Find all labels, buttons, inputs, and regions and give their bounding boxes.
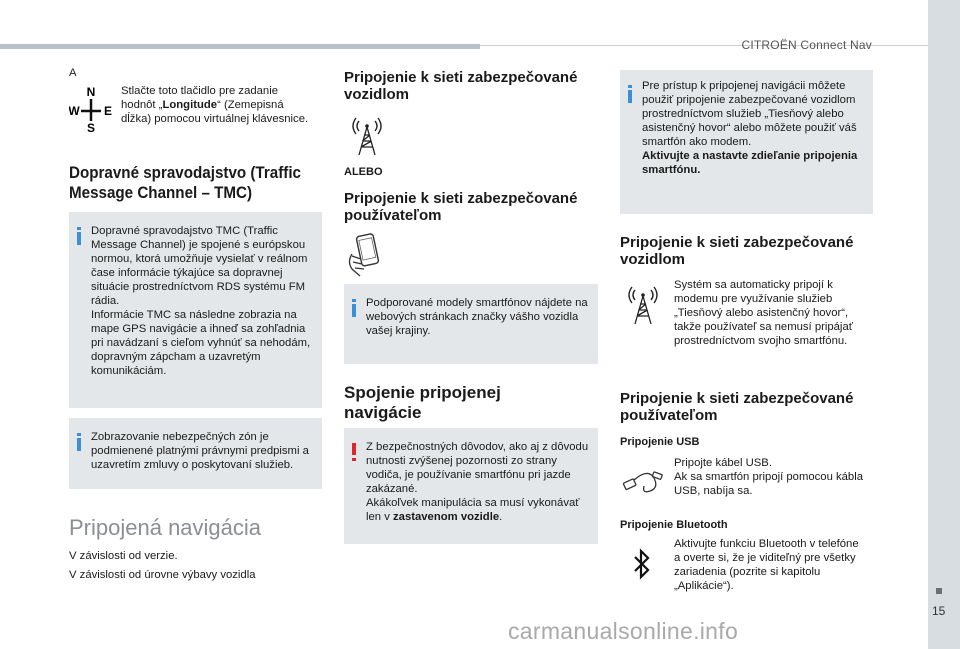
info-marker-icon: [77, 227, 81, 245]
page-marker: [936, 588, 942, 594]
usb-text: Pripojte kábel USB. Ak sa smartfón pripojí pomocou kábla USB, nabíja sa.: [674, 457, 864, 497]
equipment-note: V závislosti od úrovne výbavy vozidla: [69, 569, 256, 581]
page-side-strip: [928, 0, 960, 649]
access-info-box: [620, 70, 873, 214]
usb-label: Pripojenie USB: [620, 436, 700, 448]
compass-instruction: Stlačte toto tlačidlo pre zadanie hodnôt „Longitude“ (Zemepisná dĺžka) pomocou virtuálnej klávesnice.: [121, 85, 309, 125]
longitude-term: Longitude: [162, 99, 218, 111]
danger-zone-box: [69, 418, 322, 489]
page-number: 15: [932, 604, 946, 618]
brand-label: CITROËN Connect Nav: [741, 38, 872, 52]
compass-s: S: [86, 121, 96, 134]
antenna-icon: [626, 282, 660, 326]
smartphone-hand-icon: [344, 232, 384, 278]
warning-marker-icon: [352, 443, 356, 461]
usb-cable-icon: [622, 464, 666, 498]
antenna-icon: [350, 113, 384, 157]
danger-zone-text: Zobrazovanie nebezpečných zón je podmienené platnými právnymi predpismi a uzavretím zmluvy o poskytovaní služieb.: [91, 431, 309, 471]
bluetooth-text: Aktivujte funkciu Bluetooth v telefóne a overte si, že je viditeľný pre všetky zariadenia (pozrite si kapitolu „Aplikácie“).: [674, 538, 859, 592]
info-marker-icon: [628, 85, 632, 103]
compass-w: W: [69, 104, 80, 118]
user-connection-heading: Pripojenie k sieti zabezpečované používateľom: [344, 190, 578, 224]
compass-n: N: [86, 85, 96, 99]
connection-heading: Spojenie pripojenej navigácie: [344, 383, 501, 422]
safety-warning-text: Z bezpečnostných dôvodov, ako aj z dôvodu nutnosti zvýšenej pozornosti zo strany vodiča, je používanie smartfónu pri jazde zakázané. Akákoľvek manipulácia sa musí vykonávať len v zastavenom vozidle.: [366, 441, 589, 523]
or-label: ALEBO: [344, 166, 383, 178]
compass-icon: [69, 84, 113, 134]
user-connection-heading-2: Pripojenie k sieti zabezpečované používateľom: [620, 390, 854, 424]
tmc-heading: Dopravné spravodajstvo (Traffic Message Channel – TMC): [69, 164, 301, 202]
version-note: V závislosti od verzie.: [69, 550, 178, 562]
supported-models-box: [344, 284, 598, 364]
info-marker-icon: [77, 433, 81, 451]
safety-warning-box: [344, 428, 598, 544]
info-marker-icon: [352, 299, 356, 317]
connected-nav-heading: Pripojená navigácia: [69, 515, 262, 540]
section-letter: A: [69, 67, 77, 79]
watermark: carmanualsonline.info: [508, 618, 739, 644]
supported-models-text: Podporované modely smartfónov nájdete na webových stránkach značky vášho vozidla vašej krajiny.: [366, 297, 588, 337]
vehicle-connection-heading-2: Pripojenie k sieti zabezpečované vozidlom: [620, 234, 854, 268]
access-info-bold: Aktivujte a nastavte zdieľanie pripojenia smartfónu.: [642, 150, 858, 176]
header-bar: [0, 44, 480, 49]
bluetooth-icon: [632, 548, 652, 580]
stopped-vehicle-term: zastavenom vozidle: [393, 511, 500, 523]
bluetooth-label: Pripojenie Bluetooth: [620, 519, 728, 531]
tmc-info-box: [69, 212, 322, 408]
compass-e: E: [103, 104, 113, 118]
tmc-info-text: Dopravné spravodajstvo TMC (Traffic Message Channel) je spojené s európskou normou, ktorá umožňuje vysielať v reálnom čase informácie týkajúce sa dopravnej situácie prostredníctvom RDS systému FM rádia. Informácie TMC sa následne zobrazia na mape GPS navigácie a ihneď sa zohľadnia pri navádzaní s cieľom vyhnúť sa nehodám, dopravným zápcham a uzavretým komunikáciám.: [91, 225, 311, 377]
vehicle-connection-text: Systém sa automaticky pripojí k modemu pre využívanie služieb „Tiesňový alebo asistenčný hovor“, takže používateľ sa nemusí pripájať prostredníctvom svojho smartfónu.: [674, 279, 853, 347]
access-info-text: Pre prístup k pripojenej navigácii môžete použiť pripojenie zabezpečované vozidlom prostredníctvom služieb „Tiesňový alebo asistenčný hovor“ alebo môžete použiť váš smartfón ako modem. Aktivujte a nastavte zdieľanie pripojenia smartfónu.: [642, 79, 867, 177]
vehicle-connection-heading: Pripojenie k sieti zabezpečované vozidlom: [344, 69, 578, 103]
